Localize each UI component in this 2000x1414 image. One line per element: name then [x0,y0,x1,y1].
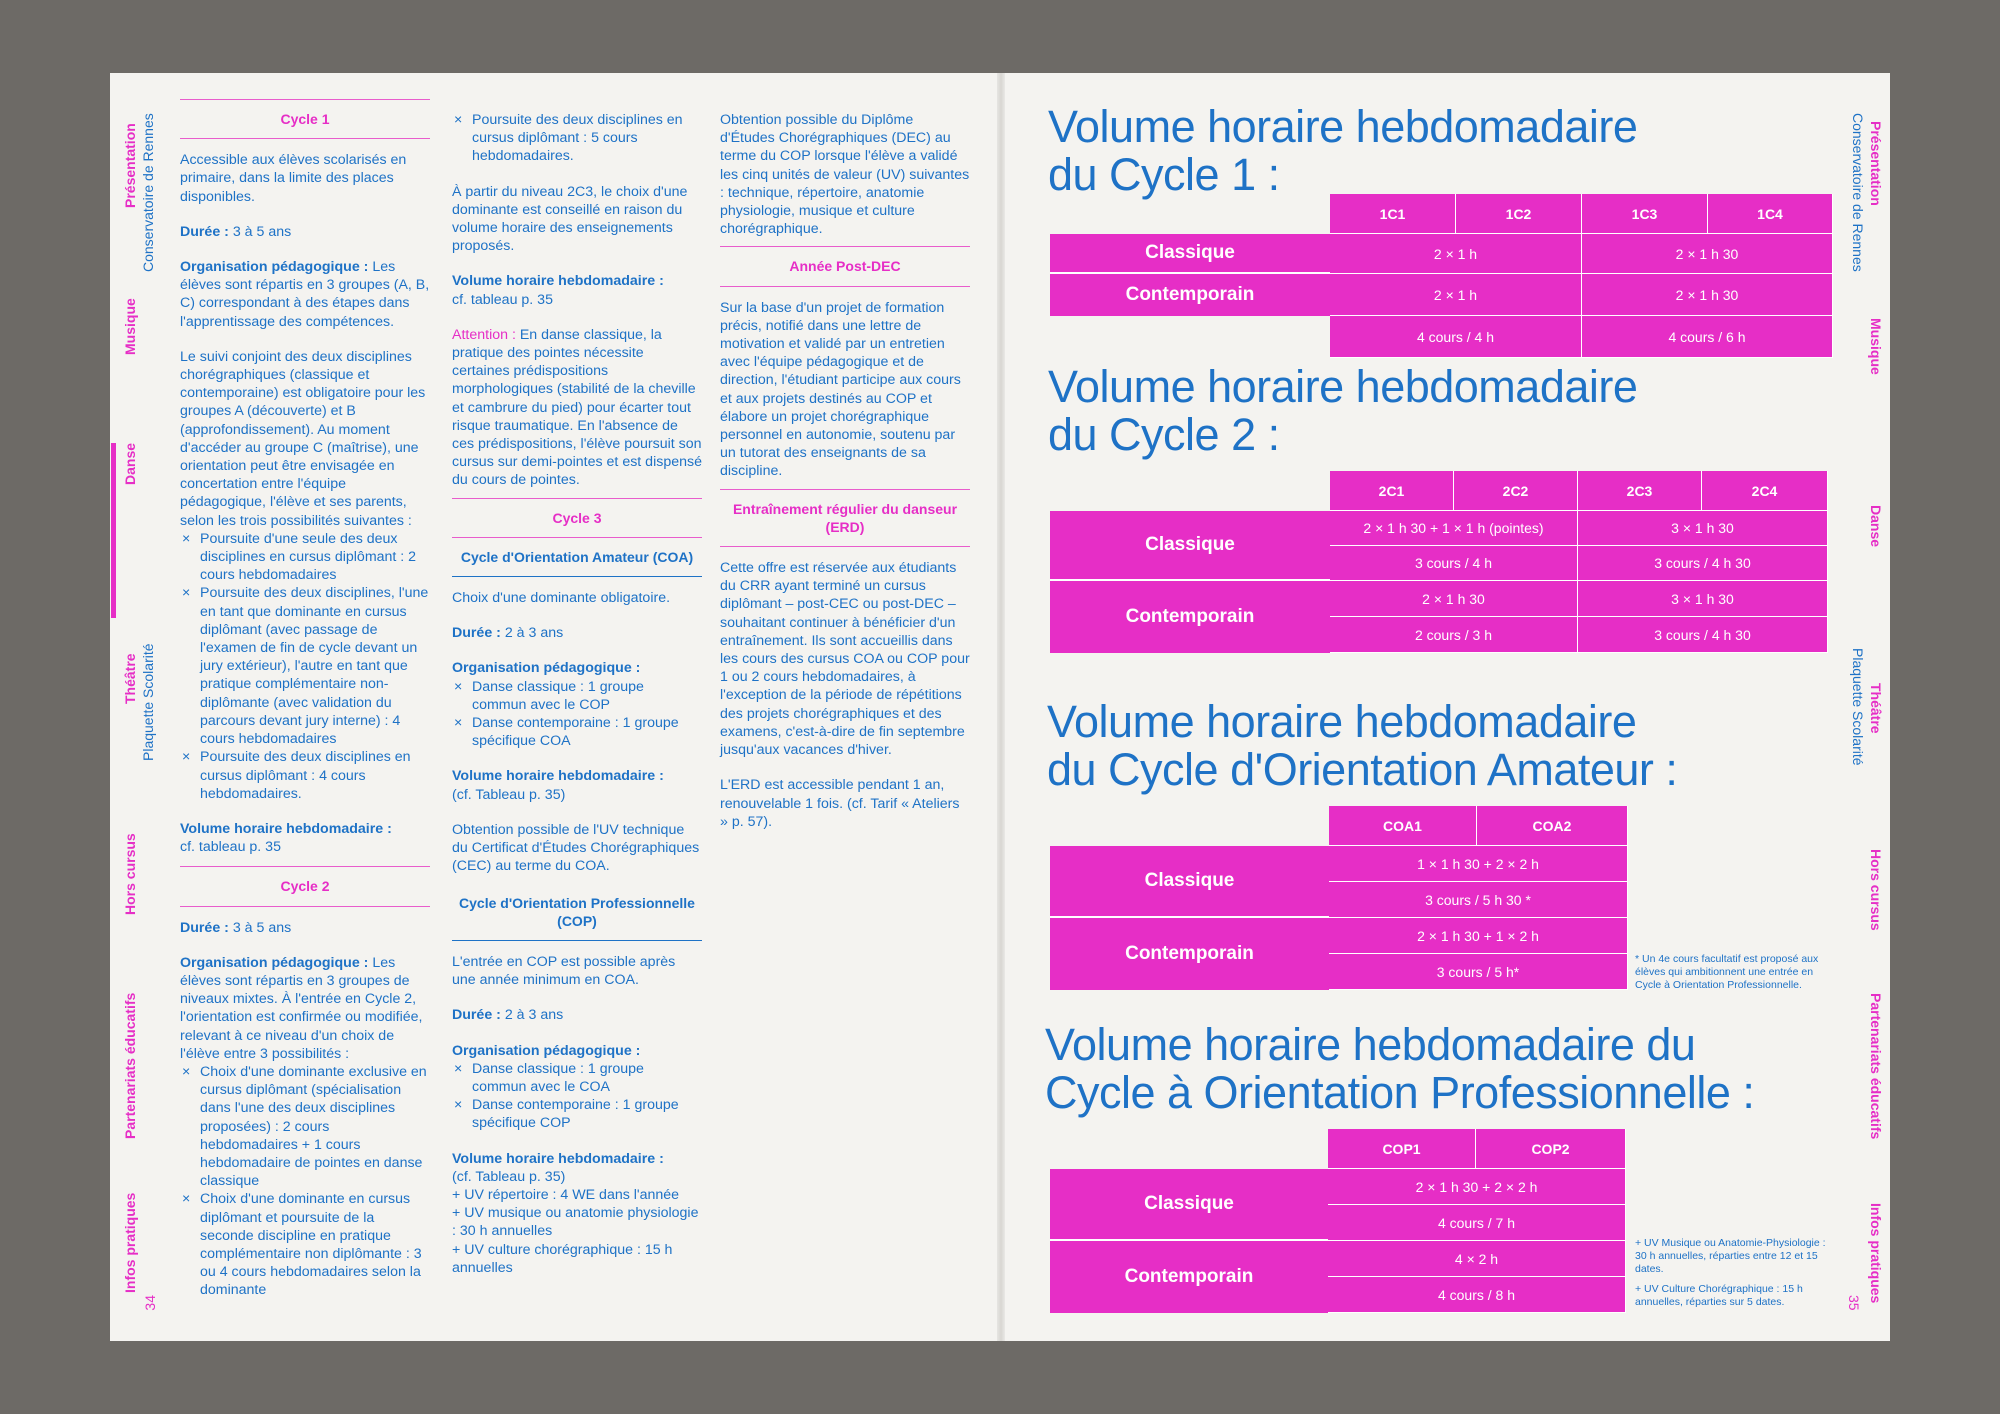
t3-header: COA1 [1329,806,1477,846]
left-page [110,73,1000,1341]
nav-danse[interactable]: Danse [122,443,138,486]
t1-row-label-contemporain: Contemporain [1050,274,1330,316]
c2-options [180,1063,430,1300]
cop-volume-line: + UV culture chorégraphique : 15 h annuelles [452,1241,673,1276]
list-item: × Danse classique : 1 groupe commun avec le COP [452,678,702,714]
cycle1-table [1050,194,1830,364]
t1-total: 4 cours / 4 h [1330,316,1582,358]
page-number-right: 35 [1846,1295,1862,1311]
t1-cell: 2 × 1 h 30 [1582,274,1833,316]
t1-total: 4 cours / 6 h [1582,316,1833,358]
t3-row-label-contemporain: Contemporain [1050,918,1329,990]
coa-volume: Volume horaire hebdomadaire : (cf. Tableau p. 35) [452,768,664,803]
nav-subtitle-top: Conservatoire de Rennes [140,113,156,272]
cop-volume-line: + UV musique ou anatomie physiologie : 30 h annuelles [452,1205,699,1240]
t3-cell: 2 × 1 h 30 + 1 × 2 h [1329,918,1628,954]
t1-header: 1C4 [1708,194,1833,234]
attention-note: Attention : En danse classique, la pratique des pointes nécessite certaines prédispositions morphologiques (stabilité de la cheville et cambrure du pied) pour écarter tout risque traumatique. En l'absence de ces prédispositions, l'élève poursuit son cursus sur demi-pointes et est dispensé du cours de pointes. [452,326,702,489]
c2-options-cont [452,111,702,166]
c2-volume: Volume horaire hebdomadaire : cf. tableau p. 35 [452,273,664,308]
cycle3-heading: Cycle 3 [452,498,702,538]
cop-duree: Durée : 2 à 3 ans [452,1007,564,1024]
page-number-left: 34 [142,1295,158,1311]
t3-cell: 3 cours / 5 h 30 * [1329,882,1628,918]
t4-header: COP2 [1476,1129,1626,1169]
nav-partenariats[interactable]: Partenariats éducatifs [122,993,138,1140]
c1-duree: Durée : 3 à 5 ans [180,223,292,240]
t4-header: COP1 [1328,1129,1476,1169]
t4-cell: 4 × 2 h [1328,1241,1626,1277]
coa-heading: Cycle d'Orientation Amateur (COA) [452,538,702,577]
t1-cell: 2 × 1 h [1330,234,1582,274]
t4-row-label-contemporain: Contemporain [1050,1241,1328,1313]
t2-row-label-contemporain: Contemporain [1050,581,1330,653]
cop-table [1050,1129,1630,1315]
cop-heading: Cycle d'Orientation Professionnelle (COP) [452,884,702,941]
t2-cell: 3 cours / 4 h 30 [1578,546,1828,581]
dec-text: Obtention possible du Diplôme d'Études Chorégraphiques (DEC) au terme du COP lorsque l'élève a validé les cinq unités de valeur (UV) suivantes : technique, répertoire, anatomie physiologie, musique et culture chorégraphique. [720,112,970,238]
t2-row-label-classique: Classique [1050,511,1330,581]
t4-row-label-classique: Classique [1050,1169,1328,1241]
t3-cell: 3 cours / 5 h* [1329,954,1628,990]
erd-access: L'ERD est accessible pendant 1 an, renouvelable 1 fois. (cf. Tarif « Ateliers » p. 57). [720,777,960,830]
nav-hors-cursus[interactable]: Hors cursus [122,833,138,915]
t1-cell: 2 × 1 h [1330,274,1582,316]
t3-header: COA2 [1477,806,1628,846]
c1-options [180,530,430,803]
booklet-spread [110,73,1890,1341]
c1-orga: Organisation pédagogique : Les élèves sont répartis en 3 groupes (A, B, C) correspondant à des étapes dans l'apprentissage des compétences. [180,259,430,330]
c2-2c3: À partir du niveau 2C3, le choix d'une dominante est conseillé en raison du volume horaire des enseignements proposés. [452,183,688,255]
erd-text: Cette offre est réservée aux étudiants du CRR ayant terminé un cursus diplômant – post-CEC ou post-DEC – souhaitant continuer à bénéficier d'un entraînement. Ils sont accueillis dans les cours des cursus COA ou COP pour 1 ou 2 cours hebdomadaires, à l'exception de la période de répétitions des projets chorégraphiques et des examens, c'est-à-dire de fin septembre jusqu'aux vacances d'hiver. [720,560,970,759]
t3-cell: 1 × 1 h 30 + 2 × 2 h [1329,846,1628,882]
list-item: × Poursuite des deux disciplines, l'une en tant que dominante en cursus diplômant (avec passage de l'examen de fin de cycle devant un jury extérieur), l'autre en tant que pratique complémentaire non-diplômante (avec validation du parcours devant jury interne) : 4 cours hebdomadaires [180,584,430,748]
cycle2-table [1050,471,1835,655]
t1-header: 1C1 [1330,194,1456,234]
t3-title: Volume horaire hebdomadaire du Cycle d'Orientation Amateur : [1047,696,1678,795]
erd-heading: Entraînement régulier du danseur (ERD) [720,489,970,547]
t4-title: Volume horaire hebdomadaire du Cycle à Orientation Professionnelle : [1045,1019,1755,1118]
t1-row-label-classique: Classique [1050,234,1330,274]
nav-presentation-right[interactable]: Présentation [1868,121,1884,206]
left-column-3 [720,111,970,848]
c1-suivi: Le suivi conjoint des deux disciplines chorégraphiques (classique et contemporaine) est obligatoire pour les groupes A (découverte) et B (approfondissement). Au moment d'accéder au groupe C (maîtrise), une orientation peut être envisagée en concertation entre l'équipe pédagogique, l'élève et ses parents, selon les trois possibilités suivantes : [180,348,426,529]
nav-musique[interactable]: Musique [122,298,138,355]
left-column-2 [452,111,702,1277]
t2-cell: 3 × 1 h 30 [1578,511,1828,546]
t1-title: Volume horaire hebdomadaire du Cycle 1 : [1048,101,1638,200]
nav-subtitle-top-right: Conservatoire de Rennes [1850,113,1866,272]
nav-partenariats-right[interactable]: Partenariats éducatifs [1868,993,1884,1140]
nav-subtitle-bottom-right: Plaquette Scolarité [1850,648,1866,766]
cop-volume: Volume horaire hebdomadaire : [452,1150,664,1167]
cop-volume-line: + UV répertoire : 4 WE dans l'année [452,1186,680,1203]
coa-orga: Organisation pédagogique : [452,660,641,677]
list-item: × Choix d'une dominante exclusive en cursus diplômant (spécialisation dans l'une des deux disciplines proposées) : 2 cours hebdomadaires + 1 cours hebdomadaire de pointes en danse classique [180,1063,430,1190]
right-page [1000,73,1890,1341]
t1-cell: 2 × 1 h 30 [1582,234,1833,274]
t2-header: 2C2 [1454,471,1578,511]
t3-footnote: * Un 4e cours facultatif est proposé aux élèves qui ambitionnent une entrée en Cycle à Orientation Professionnelle. [1635,953,1819,991]
t2-cell: 2 cours / 3 h [1330,617,1578,653]
list-item: × Poursuite d'une seule des deux disciplines en cursus diplômant : 2 cours hebdomadaires [180,530,430,585]
cop-orga: Organisation pédagogique : [452,1042,641,1059]
nav-infos-pratiques[interactable]: Infos pratiques [122,1193,138,1294]
t2-header: 2C1 [1330,471,1454,511]
nav-subtitle-bottom: Plaquette Scolarité [140,643,156,761]
t2-cell: 2 × 1 h 30 [1330,581,1578,617]
cycle2-heading: Cycle 2 [180,866,430,906]
nav-active-marker [111,443,116,618]
cop-orga-items [452,1060,702,1133]
list-item: × Poursuite des deux disciplines en cursus diplômant : 4 cours hebdomadaires. [180,748,430,803]
t4-note-2: + UV Culture Chorégraphique : 15 h annuelles, réparties sur 5 dates. [1635,1283,1803,1308]
t3-row-label-classique: Classique [1050,846,1329,918]
list-item: × Choix d'une dominante en cursus diplômant et poursuite de la seconde discipline en pratique complémentaire non diplômante : 3 ou 4 cours hebdomadaires selon la dominante [180,1190,430,1299]
cop-volume-line: (cf. Tableau p. 35) [452,1168,566,1185]
postdec-text: Sur la base d'un projet de formation précis, notifié dans une lettre de motivation et validé par un entretien avec l'équipe pédagogique et de direction, l'étudiant participe aux cours et aux projets destinés au COP et élabore un projet chorégraphique personnel en autonomie, soutenu par un tutorat des enseignants de sa discipline. [720,299,961,480]
list-item: × Danse contemporaine : 1 groupe spécifique COP [452,1096,702,1132]
list-item: × Poursuite des deux disciplines en cursus diplômant : 5 cours hebdomadaires. [452,111,702,166]
t2-cell: 3 cours / 4 h [1330,546,1578,581]
cycle1-heading: Cycle 1 [180,99,430,139]
t4-cell: 2 × 1 h 30 + 2 × 2 h [1328,1169,1626,1205]
postdec-heading: Année Post-DEC [720,246,970,286]
t2-header: 2C3 [1578,471,1702,511]
coa-choix: Choix d'une dominante obligatoire. [452,590,671,607]
nav-presentation[interactable]: Présentation [122,123,138,208]
nav-musique-right[interactable]: Musique [1868,318,1884,375]
t1-header: 1C3 [1582,194,1708,234]
nav-danse-right[interactable]: Danse [1868,505,1884,548]
c1-volume: Volume horaire hebdomadaire : cf. tableau p. 35 [180,820,392,856]
nav-theatre-right[interactable]: Théâtre [1868,683,1884,734]
list-item: × Danse contemporaine : 1 groupe spécifique COA [452,714,702,750]
c1-access: Accessible aux élèves scolarisés en primaire, dans la limite des places disponibles. [180,152,407,205]
t4-cell: 4 cours / 7 h [1328,1205,1626,1241]
nav-theatre[interactable]: Théâtre [122,653,138,704]
coa-orga-items [452,678,702,751]
coa-duree: Durée : 2 à 3 ans [452,625,564,642]
list-item: × Danse classique : 1 groupe commun avec le COA [452,1060,702,1096]
c2-orga: Organisation pédagogique : Les élèves sont répartis en 3 groupes de niveaux mixtes. À l'entrée en Cycle 2, l'orientation est confirmée ou modifiée, relevant à ce niveau d'un choix de l'élève entre 3 possibilités : [180,954,423,1062]
t2-cell: 2 × 1 h 30 + 1 × 1 h (pointes) [1330,511,1578,546]
t4-cell: 4 cours / 8 h [1328,1277,1626,1313]
cop-entree: L'entrée en COP est possible après une année minimum en COA. [452,953,676,989]
t2-cell: 3 × 1 h 30 [1578,581,1828,617]
t4-note-1: + UV Musique ou Anatomie-Physiologie : 30 h annuelles, réparties entre 12 et 15 dates. [1635,1237,1826,1275]
c2-duree: Durée : 3 à 5 ans [180,919,292,936]
t2-cell: 3 cours / 4 h 30 [1578,617,1828,653]
t2-header: 2C4 [1702,471,1828,511]
coa-table [1050,806,1630,992]
t2-title: Volume horaire hebdomadaire du Cycle 2 : [1048,361,1638,460]
coa-cec: Obtention possible de l'UV technique du Certificat d'Études Chorégraphiques (CEC) au terme du COA. [452,821,700,875]
nav-infos-pratiques-right[interactable]: Infos pratiques [1868,1203,1884,1304]
left-column-1 [180,99,430,1317]
t1-header: 1C2 [1456,194,1582,234]
nav-hors-cursus-right[interactable]: Hors cursus [1868,849,1884,931]
